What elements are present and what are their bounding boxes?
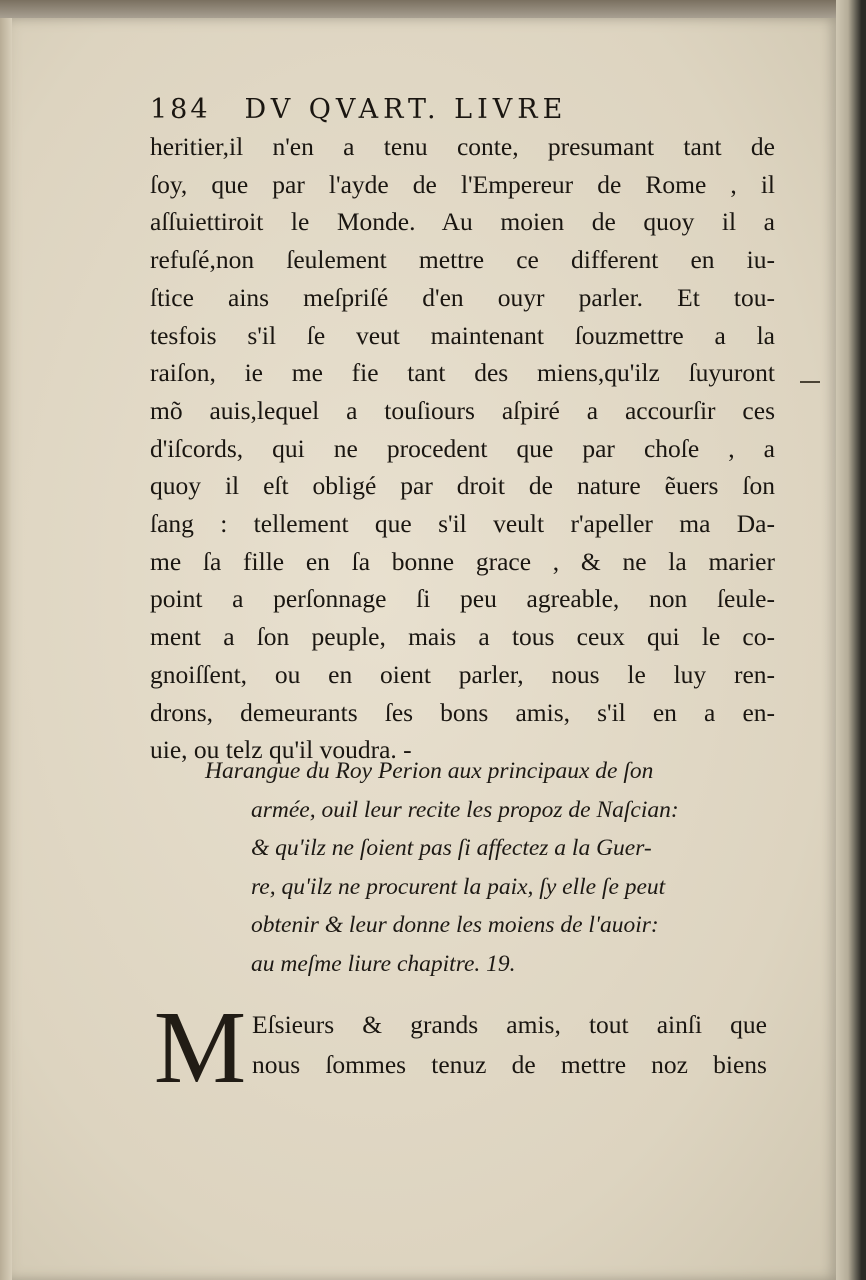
margin-mark [800, 381, 820, 383]
body-text [150, 128, 775, 769]
text-line: gnoiſſent, ou en oient parler, nous le luy ren- [150, 659, 775, 689]
text-line: mõ auis,lequel a touſiours aſpiré a accourſir ces [150, 395, 775, 425]
heading-line: au meſme liure chapitre. 19. [251, 950, 516, 977]
opening-line: nous ſommes tenuz de mettre noz biens [252, 1050, 767, 1079]
running-header [150, 92, 660, 126]
page-gutter [0, 18, 12, 1280]
running-title: DV QVART. LIVRE [244, 93, 568, 125]
text-line: tesfois s'il ſe veut maintenant ſouzmettre a la [150, 320, 775, 350]
book-fore-edge [836, 0, 866, 1280]
heading-line: obtenir & leur donne les moiens de l'auoir: [251, 912, 659, 938]
chapter-heading [205, 752, 775, 983]
text-line: quoy il eſt obligé par droit de nature ẽuers ſon [150, 471, 775, 501]
heading-line: re, qu'ilz ne procurent la paix, ſy elle ſe peut [251, 873, 666, 900]
text-line: ment a ſon peuple, mais a tous ceux qui le co- [150, 622, 775, 652]
heading-line: & qu'ilz ne ſoient pas ſi affectez a la Guer- [251, 835, 652, 861]
text-line: aſſuiettiroit le Monde. Au moien de quoy il a [150, 207, 775, 237]
text-line: point a perſonnage ſi peu agreable, non ſeule- [150, 584, 775, 614]
text-line: heritier,il n'en a tenu conte, presumant tant de [150, 132, 775, 161]
text-line: uie, ou telz qu'il voudra. - [150, 735, 412, 765]
chapter-opening [252, 1005, 767, 1085]
page-number: 184 [150, 93, 211, 125]
text-line: ſang : tellement que s'il veult r'apeller ma Da- [150, 509, 775, 539]
text-line: raiſon, ie me fie tant des miens,qu'ilz ſuyuront [150, 358, 775, 388]
text-line: ſoy, que par l'ayde de l'Empereur de Rome , il [150, 169, 775, 199]
drop-cap-initial: M [153, 990, 247, 1105]
heading-line: Harangue du Roy Perion aux principaux de ſon [205, 758, 654, 784]
text-line: me ſa fille en ſa bonne grace , & ne la marier [150, 546, 775, 576]
text-line: refuſé,non ſeulement mettre ce different en iu- [150, 245, 775, 275]
heading-line: armée, ouil leur recite les propoz de Naſcian: [251, 796, 679, 823]
text-line: d'iſcords, qui ne procedent que par choſe , a [150, 433, 775, 463]
opening-line: Eſsieurs & grands amis, tout ainſi que [252, 1010, 767, 1039]
text-line: ſtice ains meſpriſé d'en ouyr parler. Et tou- [150, 282, 775, 312]
text-line: drons, demeurants ſes bons amis, s'il en a en- [150, 697, 775, 727]
